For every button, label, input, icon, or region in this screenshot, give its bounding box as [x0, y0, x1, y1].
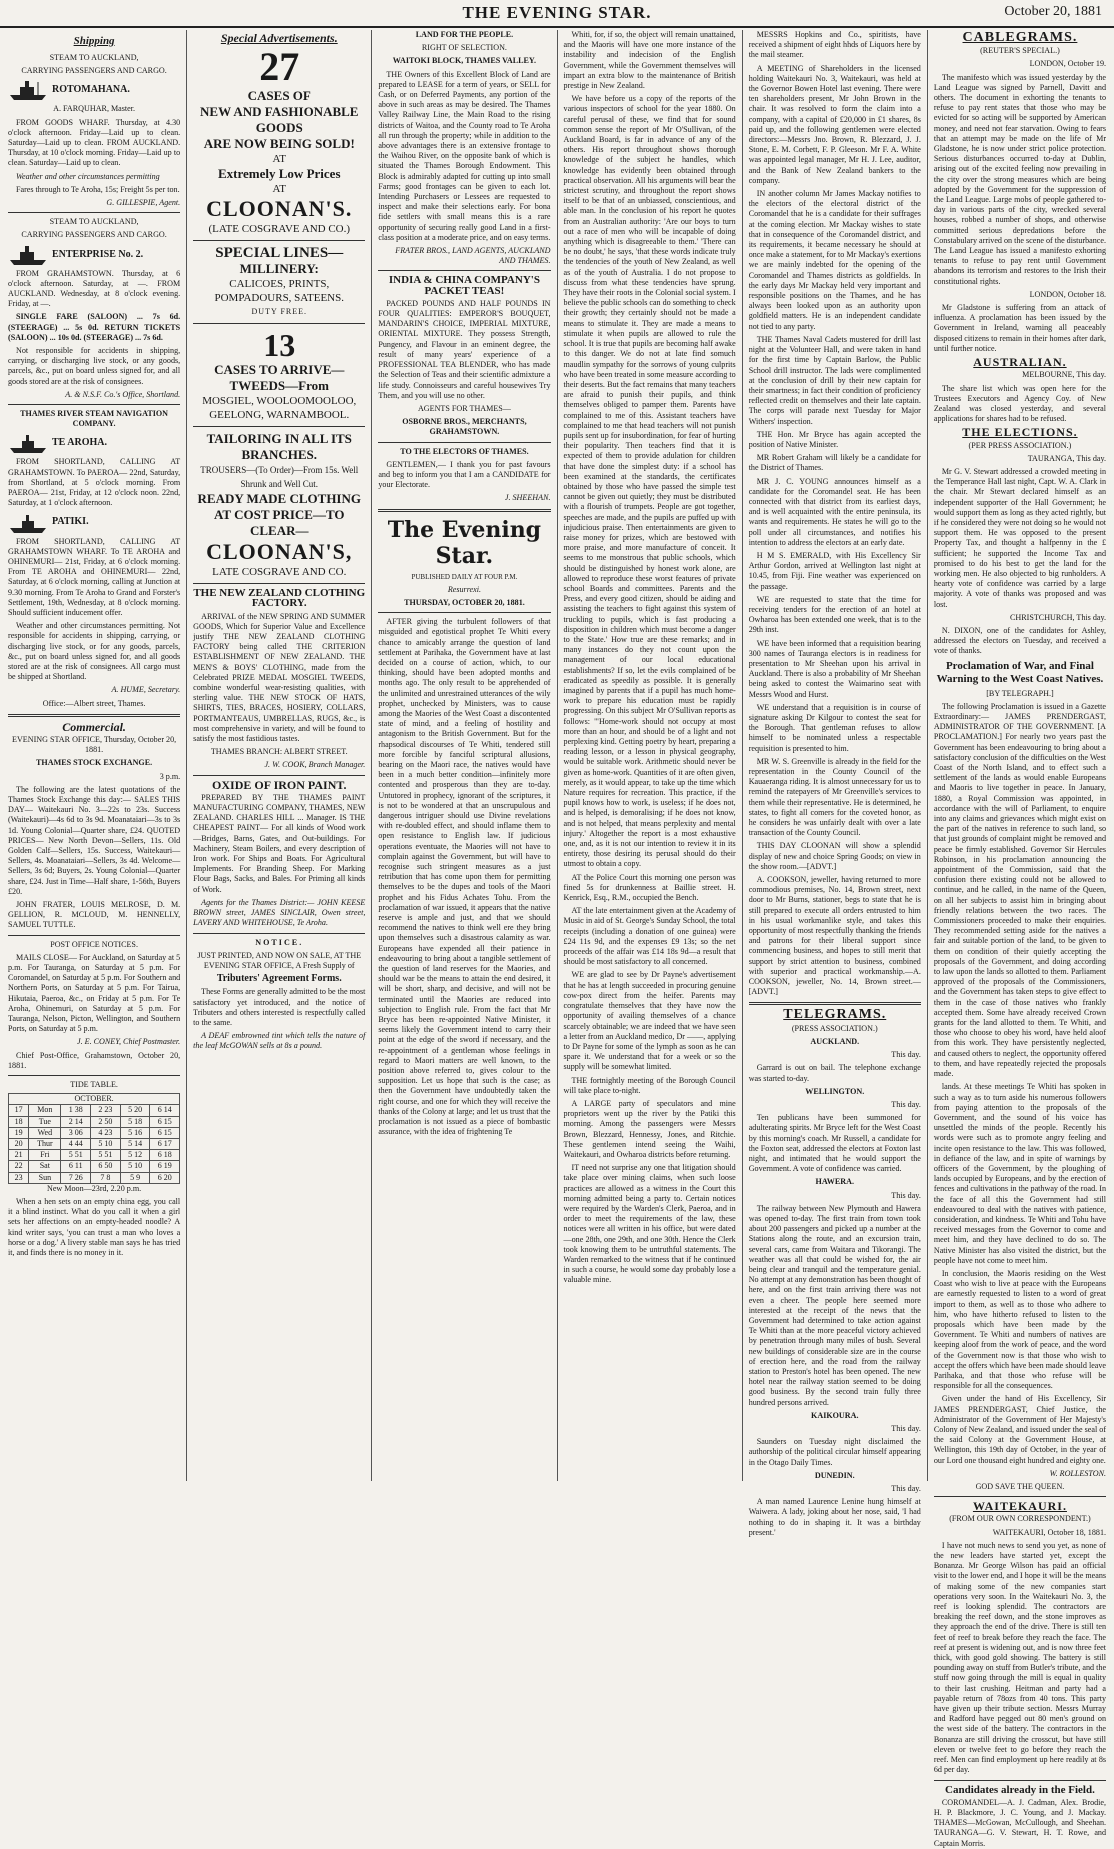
proclamation-given: Given under the hand of His Excellency, Sir JAMES PRENDERGAST, Chief Justice, the Administrator of the Government of Her Majesty's Colony of New Zealand, and issued under the seal of the said Colony at the Government House, at Wellington, this 19th day of October, in the year of our Lord one thousand eight hundred and eighty one.	[933, 1394, 1107, 1465]
ad-body: THE Owners of this Excellent Block of Land are prepared to LEASE for a term of years, or SELL for Cash, or on Deferred Payments, any portion of the above in such areas as may be desired. The Thames Valley Railway Line, the Main Road to the rising districts of Waitoa, and the County road to Te Aroha all run through the property; while in addition to the above advantages there is an extensive frontage to the Waihou River, on the opposite bank of which is situated the Thames Borough Endowment. This Block is admirably adapted for cutting up into small Farms; good frontages can be given to each lot. Intending Purchasers or Lessees are requested to inspect and make their selections early. For bona fide settlers with small means this is a rare opportunity of securing really good Land in a first-class position at a moderate price, and on easy terms.	[378, 69, 551, 242]
fares: SINGLE FARE (SALOON) ... 7s 6d. (STEERAGE) ... 5s 0d. RETURN TICKETS (SALOON) ... 10s 0d. (STEERAGE) ... 7s 6d.	[8, 312, 181, 342]
shipping-title: STEAM TO AUCKLAND,	[49, 217, 139, 227]
table-cell: 5 16	[120, 1127, 150, 1138]
ad-line: (LATE COSGRAVE AND CO.)	[208, 223, 351, 236]
table-cell: 5 14	[120, 1139, 150, 1150]
miscellany: A DEAF embrowned tint which tells the nature of the leaf McGOWAN sells at 8s a pound.	[193, 1031, 366, 1051]
correspondent-report: I have not much news to send you yet, as none of the new leaders have started yet, except the Bonanza. Mr George Wilson has paid an official visit to the lower end, and I hope it will be the means of making some of the new companies start operations very soon. In the Waitekauri No. 3, the reef is looking splendid. The contractors are breaking the reef down, and the stone improves as they approach the end of the drive. There is still ten feet of reef to break before they reach the face. The reef at present is widening out, and is now three feet thick, with good gold showing. The battery is still pounding away on stuff from Butler's tribute, and the stuff now going through the mill is equal in quality to their last crushing. Heitman and party had a payable return of 78ozs from 40 tons. This party have given up their tribute section. Messrs Murray and Radford have pegged out 80 men's ground on the west side of the battery. The contractors in the Bonanza are still driving the crosscut, but have still eleven or twelve feet to go before they reach the reef. Men can find employment up here readily at 8s 6d per day.	[933, 1540, 1107, 1775]
shipping-subtitle: CARRYING PASSENGERS AND CARGO.	[21, 66, 167, 76]
ad-line: MOSGIEL, WOOLOOMOOLOO, GEELONG, WARNAMBOOL.	[202, 395, 357, 422]
ad-title: THE NEW ZEALAND CLOTHING FACTORY.	[193, 587, 366, 610]
ad-line: LATE COSGRAVE AND CO.	[212, 566, 347, 579]
divider	[193, 323, 365, 324]
dateline-place: DUNEDIN.	[814, 1470, 855, 1480]
column-4	[558, 30, 743, 1481]
table-cell: 5 10	[91, 1139, 121, 1150]
table-cell: 22	[9, 1161, 29, 1172]
section-heading: AUSTRALIAN.	[973, 355, 1067, 370]
proclamation-heading: Proclamation of War, and Final Warning to the West Coast Natives.	[936, 659, 1104, 685]
ad-line: TAILORING IN ALL ITS BRANCHES.	[206, 431, 352, 463]
table-row	[9, 1127, 180, 1138]
proclamation-body: In conclusion, the Maoris residing on the West Coast who wish to live at peace with the Europeans are earnestly requested to listen to a word of great import to them, as well as to those who adhere to him, who have hitherto refused to listen to the proposals which have been made by the Government. Te Whiti and numbers of natives are keeping aloof from the work of peace, and the word of the Government now is that those who wish to accept the offers which have been made should leave Parihaka, and that those who refuse will be responsible for all the consequences.	[933, 1268, 1107, 1391]
ad-line: CASES OF	[247, 88, 311, 104]
table-cell: Mon	[29, 1105, 61, 1116]
table-cell: 21	[9, 1150, 29, 1161]
divider	[193, 583, 365, 584]
divider	[8, 404, 180, 405]
table-cell: 4 23	[91, 1127, 121, 1138]
article-paragraph: IT need not surprise any one that litigation should take place over mining claims, when such loose practices are allowed as a witness in the Court this morning admitted being a party to. Certain notices were required by the Warden's Clerk, Paeroa, and in order to meet the requirements of the law, these notices were all written in his office, but were dated—one 28th, one 29th, and one 30th. Hence the Clerk took knowing them to be untruthful statements. The Warden remarked to the witness that if he continued in such a course, he would some day probably lose a valuable mine.	[563, 1163, 736, 1285]
table-cell: 5 51	[91, 1150, 121, 1161]
dateline-day: This day.	[891, 1424, 921, 1433]
dateline: WAITEKAURI, October 18, 1881.	[992, 1527, 1107, 1537]
dateline-place: AUCKLAND.	[810, 1036, 860, 1046]
table-cell: 7 26	[61, 1172, 91, 1183]
table-cell: 5 10	[120, 1161, 150, 1172]
election-report: N. DIXON, one of the candidates for Ashley, addressed the electors on Tuesday, and received a vote of thanks.	[933, 625, 1107, 656]
dateline: LONDON, October 19.	[1029, 59, 1107, 69]
columns	[2, 30, 1112, 1848]
weather-note: Weather and other circumstances permitting. Not responsible for accidents in shipping, carrying, or discharging live stock, or for any goods, parcels, &c., put on board unless signed for, and all goods stored are at the risk of consignees. All cargo must be shipped at Shortland.	[8, 621, 181, 682]
steamship-icon	[8, 432, 48, 454]
table-cell: 18	[9, 1116, 29, 1127]
notice-forms: Tributers' Agreement Forms.	[216, 973, 342, 985]
ad-line: DUTY FREE.	[251, 307, 307, 317]
advertisement-cloonans	[193, 46, 365, 236]
table-cell: Fri	[29, 1150, 61, 1161]
ad-line: CASES TO ARRIVE—	[214, 362, 345, 378]
cable-body: The share list which was open here for the Trustees Executors and Agency Coy. of New Zealand was closed yesterday, and several applications for shares had to be refused.	[933, 383, 1107, 424]
commercial-dateline: EVENING STAR OFFICE, Thursday, October 20, 1881.	[12, 734, 177, 755]
ship-schedule: FROM SHORTLAND, CALLING AT GRAHAMSTOWN. To PAEROA— 22nd, Saturday, from Shortland, at 5 o'clock morning. From PAEROA— 21st, Friday, at 12 o'clock noon. 22nd, Saturday, at 1 o'clock afternoon.	[8, 457, 181, 508]
article-paragraph: THE fortnightly meeting of the Borough Council will take place to-night.	[563, 1075, 736, 1095]
steamship-icon	[8, 512, 48, 534]
ad-line: ARE NOW BEING SOLD!	[203, 136, 355, 152]
cable-body: The manifesto which was issued yesterday by the Land League was signed by Parnell, Davitt and others. The document in exhorting the tenants to refuse to pay rent states that those who may be evicted for so acting will be supported by American money, and need not fear starvation. Owing to fears that an attempt may be made on the life of Mr Gladstone, he is now under strict police protection. Serious disturbances occurred to-day at Dublin, arising out of the excited feeling now prevailing in the city over the strong measures which are being adopted by the Government for the suppression of the Land League. Large mobs of people gathered to-day in various parts of the city, wrecked several houses, robbed a number of shops, and otherwise committed serious depredations before the Constabulary arrived on the scene of the disturbance. The Land League has issued a manifesto exhorting tenants to refuse to pay rent until Government abandons its terrorism and restores to the Irish their constitutional rights.	[933, 72, 1107, 286]
ad-line: READY MADE CLOTHING AT COST PRICE—TO CLEAR—	[197, 491, 361, 539]
agent: G. GILLESPIE, Agent.	[106, 198, 181, 208]
table-cell: 6 11	[61, 1161, 91, 1172]
table-cell: 6 19	[150, 1161, 180, 1172]
table-row	[9, 1150, 180, 1161]
steamship-icon	[8, 79, 48, 101]
telegram-body: Saunders on Tuesday night disclaimed the authorship of the political circular himself appearing in the Otago Daily Times.	[748, 1437, 921, 1467]
article-paragraph: A MEETING of Shareholders in the licensed holding Waitekauri No. 3, Waitekauri, was held at the Governor Bowen Hotel last evening. There were ten shareholders present, Mr John Brown in the chair. It was resolved to form the claim into a company, with a capital of £20,000 in £1 shares, 8s paid up, and the following gentlemen were elected directors:—Messrs Jno. Brown, R. Blezzard, J. J. Stone, E. M. Corbett, F. P. Gleeson. Mr F. A. White was appointed legal manager, Mr H. J. Lee, auditor, and the Bank of New Zealand bankers to the company.	[748, 63, 921, 185]
store-name: CLOONAN'S,	[206, 539, 353, 565]
tide-rows	[9, 1105, 180, 1183]
ad-title: INDIA & CHINA COMPANY'S PACKET TEAS!	[388, 274, 540, 297]
dateline-day: This day.	[891, 1190, 921, 1200]
proclamation-subtitle: [BY TELEGRAPH.]	[986, 688, 1054, 698]
divider	[378, 612, 550, 613]
ad-body: GENTLEMEN,— I thank you for past favours and beg to inform you that I am a CANDIDATE for your Electorate.	[378, 459, 551, 490]
cable-body: Mr Gladstone is suffering from an attack of influenza. A proclamation has been issued by the Government in Ireland, warning all peaceably disposed citizens to remain in their homes after dark, until further notice.	[933, 303, 1107, 353]
proclamation-closing: GOD SAVE THE QUEEN.	[975, 1482, 1065, 1492]
commercial-heading: Commercial.	[62, 719, 126, 734]
ship-schedule: FROM GOODS WHARF. Thursday, at 4.30 o'clock afternoon. Friday—Laid up to clean. Saturday—Laid up to clean. FROM AUCKLAND. Thursday, at 10 o'clock morning. Friday—Laid up to clean. Saturday—Laid up to clean.	[8, 117, 181, 168]
article-paragraph: MR J. C. YOUNG announces himself as a candidate for the Coromandel seat. He has been connected with that district from its earliest days, and is well acquainted with the entire peninsula, its wants and requirements. He states he will go to the poll under all circumstances, and notifies his intention to address the electors at an early date.	[748, 476, 921, 547]
postmaster: J. E. CONEY, Chief Postmaster.	[77, 1037, 181, 1047]
ad-title: LAND FOR THE PEOPLE.	[415, 30, 514, 39]
section-heading: THE ELECTIONS.	[962, 425, 1078, 440]
article-paragraph: THE Hon. Mr Bryce has again accepted the position of Native Minister.	[748, 429, 921, 449]
proclamation-body: The following Proclamation is issued in a Gazette Extraordinary:— JAMES PRENDERGAST, ADMINISTRATOR OF THE GOVERNMENT. [A PROCLAMATION.] For nearly two years past the Government has been endeavouring to bring about a satisfactory conclusion of the difficulties on the West Coast of the North Island, and to effect such a settlement of the lands as would enable Europeans and Maoris to live together in peace. In January, 1880, a Royal Commission was appointed, in accordance with the will of Parliament, to enquire into any claims and grievances which might exist on the part of the natives in reference to such land, so that just grounds of complaint might be removed and peace be firmly established. Governor Sir Hercules Robinson, in his proclamation announcing the appointment of the Commission, said that the confusion there existing could not be allowed to continue, and he called, in the name of the Queen, on all her subjects to assist him in bringing about friendly relations between the two races. The Commissioners proceeded to make their enquiries. They recommended setting aside for the natives a fair and suitable portion of the land, to be given to them on condition of their quietly accepting the proposals of the Government, and doing according to law upon the lands so allotted to them. Parliament approved of the proposals of the Commissioners, and the Government has taken steps to give effect to them in the case of those natives who frankly accepted them. Some have already received Crown grants for the land allotted to them. Te Whiti, and those who choose to obey his word, have held aloof from this work. They have persistently neglected, and caused others to neglect, the opportunity offered to them, and have repeatedly rejected the proposals made.	[933, 701, 1107, 1079]
editorial-motto: Resurrexi.	[447, 584, 482, 594]
article-paragraph: MR W. S. Greenville is already in the field for the representation in the County Council of the Kauaeranga riding. It is almost unnecessary for us to remind the ratepayers of Mr Greenville's services to them while their representative. He is determined, he states, to fight all comers for the coveted honor, as he considers he was unfairly dealt with over a late transaction of the County Council.	[748, 756, 921, 838]
issue-date: October 20, 1881	[1004, 4, 1102, 19]
steamer-listing	[8, 244, 180, 266]
article-paragraph: We have before us a copy of the reports of the various inspectors of school for the year 1880. On careful perusal of these, we find that for sound common sense the report of Mr O'Sullivan, of the Auckland Board, is far in advance of any of the others. His report throughout shows thorough knowledge of the subject he handles, which knowledge has evidently been obtained through practical observation. All his arguments will bear the strictest scrutiny, and throughout the report shows itself to be that of an unbiassed, conscientious, and able man. In the conclusion of his report he quotes from an Australian authority: 'Are our boys to turn out a race of men who will be incapable of doing anything which is disagreeable to them.' 'There can be no doubt,' he says, 'that these words indicate truly the tendencies of the youth of New Zealand, as well as of the youth of Australia. I do not propose to discuss from what these tendencies have sprung. They have their roots in the Colonial social system. I believe the public schools can do something to check their growth; they certainly should not be made a means to stimulate it. They are made a means to stimulate it when pupils are allowed to rule the school. It is true that pupils are becoming half awake to this danger. We do not at late find somuch maudlin sympathy for the sorrows of young culprits who have been treated in some measure according to their deserts. But the fact remains that many teachers are afraid to punish their pupils, and think themselves obliged to pamper them. Parents have complained to me of this. Assistant teachers have complained to me that head teachers will not punish pupils sent up for insubordination, for fear of hurting their popularity. Then teachers find that it is expected of them to provide adulation for children that have done the simplest duty: if a school has been examined at the standards, the certificates obtained by those who have passed the simple test cannot be given out quietly; they must be distributed with a flourish of trumpets. People are got together, speeches are made, and the pupils are puffed up with injudicious praise. Then entertainments are given to raise money for prizes, which are bestowed with more praise, and more manufacture of conceit. It seems to me monstrous that public schools, which should be distinguished by honest work alone, are allowed to reproduce these worst features of private school Boards and committees. Parents and the Press, and every good citizen, should be aiding and assisting the teachers to fight against this system of truckling to pupils, which is fast producing a disposition in children which must become a danger to the State.' How true are these remarks; and in many instances do they not count upon the management of our local educational establishments? If so, let the evils complained of be eradicated as speedily as possible. It is generally imagined by parents that if a pupil has much home-work to prepare his education must be rapidly progressing. On this subject Mr O'Sullivan reports as follows: '"Home-work should not occupy at most more than an hour, and should be of a light and not perplexing kind. Getting poetry by heart, preparing a reading lesson, or a lesson in physical geography, would be suitable work. Arithmetic should never be given as home-work. Quantities of it are often given, merely, as it would appear, to take up the time which Nature requires for recreation. This practice, if the pupil knows how to work, is useless; if he does not, and is helped, is demoralising; if he does not know, and is not helped, that means perplexity and mental injury.' Altogether the report is a most exhaustive one, and, as it is not our intention to review it in its entirety, those desiring its perusal should do their utmost to obtain a copy.	[563, 94, 736, 869]
fares: Fares through to Te Aroha, 15s; Freight 5s per ton.	[16, 184, 180, 194]
divider	[378, 270, 550, 271]
table-cell: 4 44	[61, 1139, 91, 1150]
table-row	[9, 1172, 180, 1183]
article-paragraph: MR Robert Graham will likely be a candidate for the District of Thames.	[748, 453, 921, 473]
table-cell: 6 14	[150, 1105, 180, 1116]
telegram-body: Garrard is out on bail. The telephone exchange was started to-day.	[748, 1063, 921, 1083]
secretary: A. HUME, Secretary.	[111, 685, 181, 695]
section-subtitle: (PER PRESS ASSOCIATION.)	[968, 440, 1072, 450]
table-cell: 5 18	[120, 1116, 150, 1127]
article-paragraph: AT the late entertainment given at the Academy of Music in aid of St. George's Sunday School, the total receipts (including a donation of one guinea) were £24 11s 9d, and the expenses £9 13s; so the net proceeds of the affair was £14 18s 9d—a result that should be most satisfactory to all concerned.	[563, 906, 736, 967]
table-cell: 2 23	[91, 1105, 121, 1116]
table-header	[9, 1094, 180, 1105]
table-cell: 2 14	[61, 1116, 91, 1127]
ad-subtitle: RIGHT OF SELECTION.	[421, 43, 507, 53]
case-count: 27	[259, 44, 300, 90]
dateline-day: This day.	[891, 1484, 921, 1494]
article-paragraph: WE have been informed that a requisition bearing 300 names of Tauranga electors is in readiness for presentation to Mr Sheehan upon his arrival in Auckland. There is also a probability of Mr Sheehan being asked to contest the Waimarino seat with Messrs Wood and Hurst.	[748, 638, 921, 699]
divider	[934, 1780, 1106, 1781]
table-cell: Sun	[29, 1172, 61, 1183]
tide-month: OCTOBER.	[9, 1094, 180, 1105]
table-cell: 7 8	[91, 1172, 121, 1183]
ad-subtitle: WAITOKI BLOCK, THAMES VALLEY.	[392, 56, 537, 66]
broker-list: JOHN FRATER, LOUIS MELROSE, D. M. GELLION, R. MCLOUD, M. HENNELLY, SAMUEL TUTTLE.	[8, 900, 181, 930]
special-ads-heading: Special Advertisements.	[220, 31, 338, 45]
article-paragraph: THIS DAY CLOONAN will show a splendid display of new and choice Spring Goods; on view in the show room.—[ADVT.]	[748, 841, 921, 871]
post-office-dateline: Chief Post-Office, Grahamstown, October 20, 1881.	[8, 1050, 181, 1070]
dateline-place: KAIKOURA.	[811, 1410, 859, 1420]
ad-signature: J. SHEEHAN.	[504, 493, 551, 503]
divider	[8, 714, 180, 717]
table-cell: 5 9	[120, 1172, 150, 1183]
dateline: MELBOURNE, This day.	[1022, 370, 1107, 380]
section-subtitle: (FROM OUR OWN CORRESPONDENT.)	[949, 1514, 1091, 1524]
newspaper-title: THE EVENING STAR.	[462, 3, 652, 22]
ad-agents: Agents for the Thames District:— JOHN KEESE BROWN street, JAMES SINCLAIR, Owen street, LAVERY AND WHITEHOUSE, Te Aroha.	[193, 897, 366, 928]
table-row	[9, 1105, 180, 1116]
article-paragraph: A LARGE party of speculators and mine proprietors went up the river by the Patiki this morning. Among the passengers were Messrs Brown, Blezzard, Hennessy, Jones, and Ritchie. These gentlemen intend seeing the Waihi, Waitekauri, and Owharoa districts before returning.	[563, 1098, 736, 1159]
divider	[193, 240, 365, 241]
miscellany: When a hen sets on an empty china egg, you call it a blind instinct. What do you call it when a girl sets her affections on an empty-headed noodle? A kind writer says, 'you can trust a man who loves a horse or a dog.' A livery stable man says he has tried it, and finds there is no money in it.	[8, 1197, 181, 1258]
notice-title: NOTICE.	[255, 937, 304, 947]
divider	[8, 1075, 180, 1076]
table-cell: 6 15	[150, 1127, 180, 1138]
ad-agents: AGENTS FOR THAMES—	[417, 403, 511, 413]
shipping-heading: Shipping	[73, 35, 115, 47]
dateline: CHRISTCHURCH, This day.	[1010, 612, 1107, 622]
telegrams-heading: TELEGRAMS.	[783, 1007, 887, 1023]
tide-table-title: TIDE TABLE.	[70, 1080, 118, 1090]
ship-schedule: FROM SHORTLAND, CALLING AT GRAHAMSTOWN WHARF. To TE AROHA and OHINEMURI— 21st, Friday, at 6 o'clock morning. From TE AROHA and OHINEMURI— 22nd, Saturday, at 6 o'clock morning, calling at Junction at 9.30 morning. From Te Aroha to Grand and Forster's Settlement, 19th, Wednesday, at 8 o'clock morning. Should sufficient inducement offer.	[8, 536, 181, 617]
table-cell: 2 50	[91, 1116, 121, 1127]
article-paragraph: IN another column Mr James Mackay notifies to the electors of the electoral district of the Coromandel that he is a candidate for their suffrages at the coming election. Mr Mackay wishes to state that in consequence of the Coromandel district, and its requirements, it became necessary he should at once make a statement, for to Mr Mackay's exertions we are mainly indebted for the opening of the Coromandel and Thames districts as goldfields. In the early days Mr Mackay held very important and responsible positions on the Thames, and he has always been looked upon as an authority upon goldfield matters. He is an independent candidate not tied to any party.	[748, 189, 921, 331]
dateline-place: WELLINGTON.	[805, 1086, 865, 1096]
table-cell: Sat	[29, 1161, 61, 1172]
ship-name: ROTOMAHANA.	[52, 84, 130, 96]
notice-body: JUST PRINTED, AND NOW ON SALE, AT THE EVENING STAR OFFICE, A Fresh Supply of	[197, 950, 362, 970]
ad-line: CALICOES, PRINTS, POMPADOURS, SATEENS.	[214, 278, 344, 305]
office-address: Office:—Albert street, Thames.	[42, 698, 146, 708]
section-heading: WAITEKAURI.	[972, 1499, 1067, 1514]
election-report: Mr G. V. Stewart addressed a crowded meeting in the Temperance Hall last night, Capt. W. A. Clark in the chair. Mr Stewart declared himself as an independent supporter of the Hall Government; he would support them as long as they acted rightly, but if he considered they were not doing so he would not support them. He was opposed to the present Property Tax, and thought a halfpenny in the £ sufficient; he supported the Income Tax and promised to do his best to get the land for the working men. He also objected to big runholders. A hearty vote of confidence was carried by a large majority. A vote of thanks was proposed and was lost.	[933, 466, 1107, 609]
dateline: TAURANGA, This day.	[1027, 453, 1107, 463]
ad-line: MILLINERY:	[239, 261, 319, 277]
table-cell: 5 12	[120, 1150, 150, 1161]
cablegrams-subtitle: (REUTER'S SPECIAL.)	[980, 46, 1060, 56]
ship-name: TE AROHA.	[52, 437, 108, 449]
case-count: 13	[263, 327, 296, 364]
candidates-list: COROMANDEL—A. J. Cadman, Alex. Brodie, H. P. Blackmore, J. C. Young, and J. Mackay. THAMES—McGowan, McCullough, and Sheehan. TAURANGA—G. V. Stewart, H. T. Rowe, and Captain Morris.	[933, 1797, 1107, 1848]
telegrams-subtitle: (PRESS ASSOCIATION.)	[791, 1023, 878, 1033]
ad-line: SPECIAL LINES—	[215, 245, 344, 262]
ship-master: A. FARQUHAR, Master.	[53, 104, 136, 114]
ad-line: AT	[272, 153, 286, 166]
article-paragraph: THE Thames Naval Cadets mustered for drill last night at the Volunteer Hall, and were taken in hand for the first time by Captain Barlow, the Public School drill instructor. The lads were complimented at the conclusion of drill by their new captain for their smartness; in fact their condition of proficiency reflected credit on themselves and their late captain. The corps will parade next Tuesday for Major Withers' inspection.	[748, 334, 921, 426]
ship-schedule: FROM GRAHAMSTOWN. Thursday, at 6 o'clock afternoon. Saturday, at —. FROM AUCKLAND. Wednesday, at 8 o'clock evening. Friday, at —.	[8, 268, 181, 309]
editorial-subtitle: PUBLISHED DAILY AT FOUR P.M.	[411, 572, 518, 581]
steamer-listing	[8, 432, 180, 454]
table-cell: Thur	[29, 1139, 61, 1150]
table-cell: 5 20	[120, 1105, 150, 1116]
ad-signature: FRATER BROS., LAND AGENTS, AUCKLAND AND THAMES.	[395, 246, 551, 266]
divider	[378, 509, 550, 512]
editorial-leader: AFTER giving the turbulent followers of that misguided and egotistical prophet Te Whiti every chance to amicably arrange the question of land settlement at Parihaka, the Government have at last decided on a course of action, which, to our thinking, should have been adopted months and months ago. The only result to be apprehended of the unlimited and unrestrained utterances of the wily prophet, unchecked by Ministers, was to cause among the Maories of the West Coast a discontented state of mind, and a feeling of hostility and antagonism to the British Government. But for the rhapsodical discourses of Te Whiti, tendered still more forcible by fanciful scriptural allusions, bearing on the Maori race, the natives would have been in a much better condition—infinitely more contented and prosperous than they are to-day. Untutored in prophecy, ignorant of the scriptures, it is not to be wondered at that an unscrupulous and dangerous intriguer should use Divine revelations with re-doubled effect, and should inflame them to open resistance to English law. If judicious operations eventuate, the Maories will not have to complain against the Government, but will have to recognise such stringent measures as a just retribution that has come upon them for permitting themselves to be the dupes and tools of the Maori prophet and his Fidus Achates Tohu. From the proclamation of war issued, it appears that the native reserve is ample and just, and that we should recommend the natives to think well ere they bring upon themselves such a disastrous calamity as war. Europeans have expended all their patience in endeavouring to bring about a tangible settlement of the question of land reserves for the Maories, and should war be the means to attain the end desired, it will be short, sharp, and decisive, and will not be terminated until the Maories are reduced into subjection to English rule. From the fact that Mr Bryce has been re-appointed Native Minister, it seems likely the Government intend to carry their point at the edge of the sword if necessary, and the re-appointment of a gentleman whose feelings in regard to Maori matters are well known, to the position above referred to, gives colour to the supposition. Let us hope that such is the case; as then the Government have undoubtedly taken the right course, and one for which they will receive the thanks of the Colony at large; and let us trust that the proclamation is not issued as a piece of bombastic assurance, with the idea of frightening Te	[378, 617, 551, 1137]
divider	[934, 1496, 1106, 1497]
table-row	[9, 1139, 180, 1150]
column-5	[743, 30, 928, 1537]
table-cell: 6 20	[150, 1172, 180, 1183]
divider	[8, 935, 180, 936]
telegram-body: The railway between New Plymouth and Hawera was opened to-day. The first train from town took about 200 passengers and picked up a number at the Stations along the route, and an excursion train, several cars, came from Waitara and Tikorangi. The weather was all that could be wished for, the air being clear and tranquil and the temperature genial. No attempt at any demonstration has been thought of here, and on the first train arriving there was not even a cheer. The people here seemed more interested at the receipt of the news that the Government had determined to take action against Te Whiti than at the more peaceful victory achieved by penetration through many miles of bush. Several new buildings of considerable size are in the course of erection here, and the road from the railway station to Preston's hotel has been opened. The new hotel near the railway station seemed to be doing good business. By the second train fully three hundred persons arrived.	[748, 1203, 921, 1407]
table-cell: 5 51	[61, 1150, 91, 1161]
dateline-day: This day.	[891, 1050, 921, 1060]
weather-note: Weather and other circumstances permitting	[16, 171, 160, 181]
article-paragraph: MESSRS Hopkins and Co., spiritists, have received a shipment of eight hhds of Liquors here by the mail steamer.	[748, 30, 921, 60]
article-paragraph: WE are requested to state that the time for receiving tenders for the erection of an hotel at Owharoa has been extended one week, that is to the 29th inst.	[748, 594, 921, 635]
ad-branch: THAMES BRANCH: ALBERT STREET.	[210, 747, 348, 757]
proclamation-signature: W. ROLLESTON.	[1049, 1468, 1107, 1478]
ad-body: PACKED POUNDS AND HALF POUNDS IN FOUR QUALITIES: EMPEROR'S BOUQUET, MANDARIN'S CHOICE, IMPERIAL MIXTURE, ORIENTAL MIXTURE. They possess Strength, Pungency, and Flavour in an eminent degree, the result of many years' experience of a PROFESSIONAL TEA BLENDER, who has made the Selection of Teas and their scientific admixture a life study. Connoisseurs and careful housewives Try Them, and you will use no other.	[378, 298, 551, 400]
article-paragraph: H M S. EMERALD, with His Excellency Sir Arthur Gordon, arrived at Wellington last night at 10.45, from Fiji. Fine weather was experienced on the passage.	[748, 550, 921, 591]
table-cell: 1 38	[61, 1105, 91, 1116]
table-cell: 19	[9, 1127, 29, 1138]
column-6	[928, 30, 1112, 1848]
mail-closing-times: MAILS CLOSE— For Auckland, on Saturday at 5 p.m. For Tauranga, on Saturday at 5 p.m. For Coromandel, on Saturday at 5 p.m. For Southern and Northern Ports, on Saturday at 5 p.m. For Tairua, Hikutaia, Paeroa, &c., on Friday at 5 p.m. For Te Aroha, Ohinemuri, on Saturday at 5 p.m. For Tauranga, Nelson, Picton, Wellington, and Southern Ports, on Saturday at 5 p.m.	[8, 952, 181, 1034]
advertisement-tailoring	[193, 431, 365, 579]
dateline: LONDON, October 18.	[1029, 289, 1107, 299]
exchange-time: 3 p.m.	[159, 771, 181, 781]
table-cell: 6 50	[91, 1161, 121, 1172]
editorial-date: THURSDAY, OCTOBER 20, 1881.	[404, 597, 525, 607]
ad-body: PREPARED BY THE THAMES PAINT MANUFACTURING COMPANY, THAMES, NEW ZEALAND. CHARLES HILL ... Manager. IS THE CHEAPEST PAINT— For all kinds of Wood work—Bridges, Barns, Gates, and Out-buildings. For Machinery, Steam Boilers, and every description of Iron work. For Ships and Boats. For Agricultural Implements. For Branding Sheep. For Marking Flour Bags, Sacks, and Bales. For Priming all kinds of Work.	[193, 792, 366, 894]
steamer-listing	[8, 79, 180, 101]
candidates-heading: Candidates already in the Field.	[945, 1783, 1095, 1796]
exchange-quotations: The following are the latest quotations of the Thames Stock Exchange this day:— SALES THIS DAY— Waitekauri No. 3—22s to 23s. Success (Waitekauri)—4s 6d to 3s 9d. Moanataiari—3s to 3s 1d. Young Colonial—Quarter share, £24. QUOTED PRICES— New North Devon—Sellers, 11s. Old Golden Calf—Sellers, 15s. Success, Waitekauri—Sellers, 4s. Moanataiari—Sellers, 3s 4d. Welcome—Sellers, 3s 6d; Buyers, 2s. Young Colonial—Quarter share, £24. Just in Time—Half share, 1-56th, Buyers £20.	[8, 784, 181, 896]
article-paragraph: Whiti, for, if so, the object will remain unattained, and the Maoris will have one more instance of the instability and indecision of the English Government, while the Government themselves will impart an extra blow to the maintenance of British prestige in New Zealand.	[563, 30, 736, 91]
divider	[749, 1002, 921, 1005]
table-cell: Tue	[29, 1116, 61, 1127]
table-cell: 6 18	[150, 1150, 180, 1161]
advertisement-tweeds	[193, 328, 365, 422]
ship-name: PATIKI.	[52, 516, 89, 528]
table-cell: 17	[9, 1105, 29, 1116]
ad-line: TWEEDS—From	[229, 378, 329, 394]
ad-signature: OSBORNE BROS., MERCHANTS, GRAHAMSTOWN.	[402, 417, 527, 437]
column-3	[372, 30, 557, 1481]
table-cell: 23	[9, 1172, 29, 1183]
post-office-title: POST OFFICE NOTICES.	[50, 939, 138, 949]
ad-title: TO THE ELECTORS OF THAMES.	[400, 446, 529, 456]
masthead	[0, 0, 1114, 28]
company-title: THAMES RIVER STEAM NAVIGATION COMPANY.	[20, 409, 169, 429]
table-cell: 6 17	[150, 1139, 180, 1150]
column-2	[187, 30, 372, 1481]
table-cell: 6 15	[150, 1116, 180, 1127]
article-paragraph: A. COOKSON, jeweller, having returned to more commodious premises, No. 14, Brown street, next door to Mr Burns, stationer, begs to state that he is still prepared to execute all orders entrusted to him in his usual workmanlike style, and takes this opportunity of most respectfully thanking the friends and patrons for their liberal support since commencing business, and hopes to still merit that support by strict attention to business, combined with superior and practical workmanship.—A. COOKSON, jeweller, No. 14, Brown street.—[ADVT.]	[748, 875, 921, 997]
table-cell: 3 06	[61, 1127, 91, 1138]
ad-line: TROUSERS—(To Order)—From 15s. Well Shrunk and Well Cut.	[200, 465, 359, 490]
table-cell: Wed	[29, 1127, 61, 1138]
proclamation-body: lands. At these meetings Te Whiti has spoken in such a way as to turn aside his numerous followers from paying attention to the proposals of the Government, and the sound of his voice has unsettled the minds of the people. Recently his words were such as to promote angry feeling and incite open resistance to the law. This was followed, in defiance of the law, and in spite of warnings by officers of the Government, by the ploughing of lands occupied by Europeans, and by the erection of fences and cultivations in the pathway of the road. In the face of all this the Government had still endeavoured to deal with the natives with patience, consideration, and kindness. Te Whiti and Tohu have received messages from the Governor to come and meet him, and they have declined to do so. The Native Minister has also visited the district, but the people have not come to meet him.	[933, 1082, 1107, 1265]
tide-table	[8, 1093, 180, 1184]
shipping-subtitle: CARRYING PASSENGERS AND CARGO.	[21, 230, 167, 240]
table-row	[9, 1161, 180, 1172]
editorial-masthead: The Evening Star.	[387, 516, 542, 569]
advertisement-special-lines	[193, 245, 365, 319]
ad-line: Extremely Low Prices	[218, 166, 341, 182]
ad-line: AT	[272, 183, 286, 196]
cablegrams-heading: CABLEGRAMS.	[962, 30, 1078, 45]
ad-title: OXIDE OF IRON PAINT.	[212, 777, 347, 792]
dateline-place: HAWERA.	[815, 1177, 854, 1187]
ad-signature: J. W. COOK, Branch Manager.	[264, 760, 366, 770]
ad-body: ARRIVAL of the NEW SPRING AND SUMMER GOODS, Which for Superior Value and Excellence justify THE NEW ZEALAND CLOTHING FACTORY being called THE CRITERION ESTABLISHMENT OF NEW ZEALAND. THE MEN'S & BOYS' CLOTHING, made from the Celebrated PRIZE MEDAL MOSGIEL TWEEDS, combine wonderful wear-resisting qualities, with sterling value. THE NEW STOCK OF HATS, SHIRTS, TIES, BRACES, HOSIERY, COLLARS, PORTMANTEAUS, UMBRELLAS, RUGS, &c., is most comprehensive in variety, and will be found to satisfy the most fastidious tastes.	[193, 611, 366, 744]
divider	[193, 426, 365, 427]
divider	[8, 212, 180, 213]
steamship-icon	[8, 244, 48, 266]
article-paragraph: AT the Police Court this morning one person was fined 5s for drunkenness at Baillie street. H. Kenrick, Esq., R.M., occupied the Bench.	[563, 872, 736, 903]
store-name: CLOONAN'S.	[206, 196, 353, 222]
article-paragraph: WE are glad to see by Dr Payne's advertisement that he has at length succeeded in procuring genuine cow-pox direct from the heifer. Parents may congratulate themselves that they have now the opportunity of availing themselves of a chance scarcely obtainable; we are indeed that we have seen a letter from an Auckland medico, Dr ——, applying to Dr Payne for some of the lymph as soon as he can spare it. We understand that for a week or so the supply will be somewhat limited.	[563, 970, 736, 1072]
divider	[193, 775, 365, 776]
table-cell: 20	[9, 1139, 29, 1150]
shipping-title: STEAM TO AUCKLAND,	[49, 53, 139, 62]
column-1	[2, 30, 187, 1481]
exchange-title: THAMES STOCK EXCHANGE.	[36, 758, 153, 768]
article-paragraph: WE understand that a requisition is in course of signature asking Dr Kilgour to contest the seat for the Borough. That gentleman refuses to allow himself to be nominated unless a respectable requisition is presented to him.	[748, 702, 921, 753]
telegram-body: A man named Laurence Lenine hung himself at Waiwera. A lady, joking about her nose, said, 'I had nothing to do in shaping it. It was a birthday present.'	[748, 1497, 921, 1537]
ad-line: NEW AND FASHIONABLE GOODS	[200, 104, 359, 136]
telegram-body: Ten publicans have been summoned for adulterating spirits. Mr Bryce left for the West Coast by this morning's coach. Mr Russell, a candidate for the Foxton seat, addressed the electors at Foxton last night, and intimated that he would support the Government. A vote of confidence was carried.	[748, 1113, 921, 1174]
liability-notice: Not responsible for accidents in shipping, carrying, or discharging live stock, or any goods, parcels, &c., put on board unless signed for, and all goods stored are at the risk of consignees.	[8, 346, 181, 386]
notice-foot: These Forms are generally admitted to be the most satisfactory yet introduced, and the notice of Tributers and others interested is respectfully called to the same.	[193, 987, 366, 1027]
ship-name: ENTERPRISE No. 2.	[52, 248, 144, 260]
steamer-listing	[8, 512, 180, 534]
divider	[378, 442, 550, 443]
dateline-day: This day.	[891, 1099, 921, 1109]
moon-phase: New Moon—23rd, 2.20 p.m.	[46, 1183, 142, 1193]
agent: A. & N.S.F. Co.'s Office, Shortland.	[65, 389, 181, 399]
divider	[193, 933, 365, 934]
table-row	[9, 1116, 180, 1127]
